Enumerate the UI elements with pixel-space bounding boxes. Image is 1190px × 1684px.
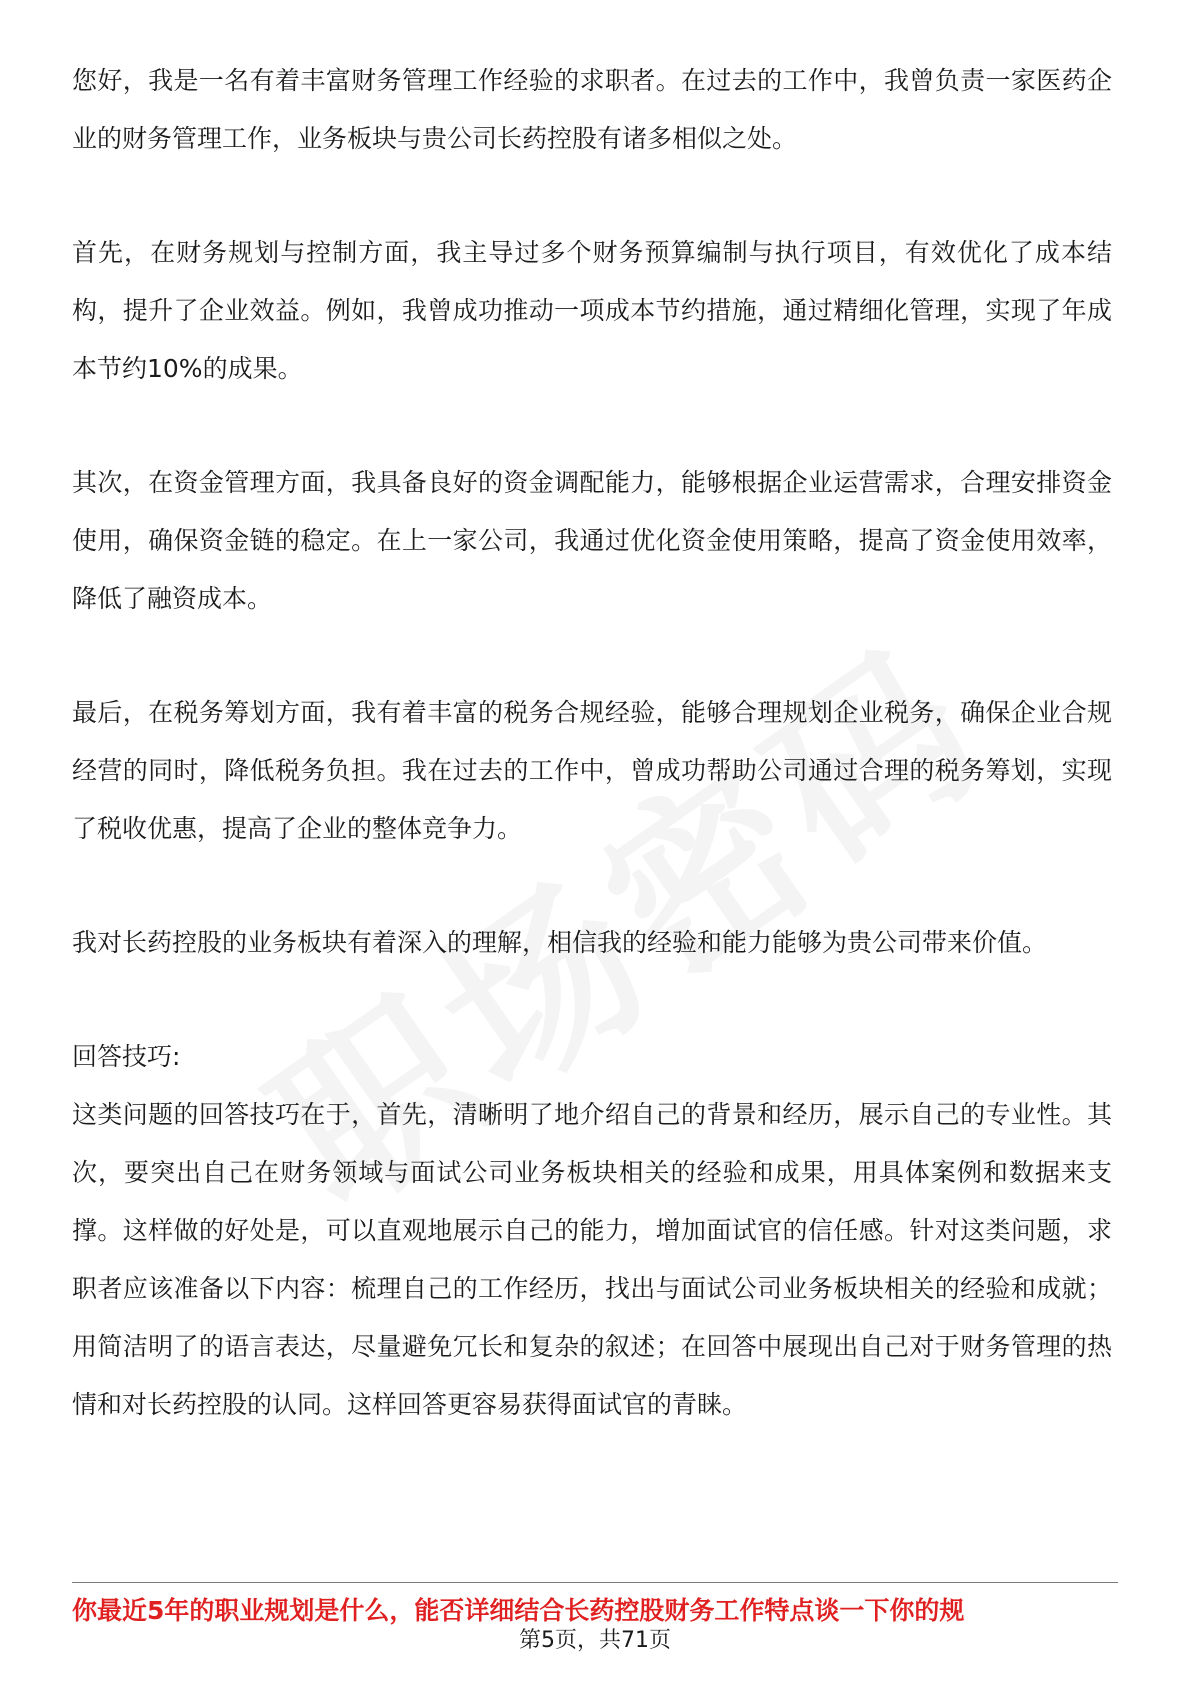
answer-tips [72,1028,1112,1434]
next-question-heading: 你最近5年的职业规划是什么，能否详细结合长药控股财务工作特点谈一下你的规 [72,1596,965,1625]
answer-paragraph-intro: 您好，我是一名有着丰富财务管理工作经验的求职者。在过去的工作中，我曾负责一家医药企业的财务管理工作，业务板块与贵公司长药控股有诸多相似之处。 [72,66,1112,153]
answer-content [72,52,1112,1434]
tips-body: 这类问题的回答技巧在于，首先，清晰明了地介绍自己的背景和经历，展示自己的专业性。其次，要突出自己在财务领域与面试公司业务板块相关的经验和成果，用具体案例和数据来支撑。这样做的好处是，可以直观地展示自己的能力，增加面试官的信任感。针对这类问题，求职者应该准备以下内容：梳理自己的工作经历，找出与面试公司业务板块相关的经验和成就；用简洁明了的语言表达，尽量避免冗长和复杂的叙述；在回答中展现出自己对于财务管理的热情和对长药控股的认同。这样回答更容易获得面试官的青睐。 [72,1100,1112,1419]
answer-paragraph-funds: 其次，在资金管理方面，我具备良好的资金调配能力，能够根据企业运营需求，合理安排资金使用，确保资金链的稳定。在上一家公司，我通过优化资金使用策略，提高了资金使用效率，降低了融资成本。 [72,468,1112,613]
answer-paragraph-planning: 首先，在财务规划与控制方面，我主导过多个财务预算编制与执行项目，有效优化了成本结构，提升了企业效益。例如，我曾成功推动一项成本节约措施，通过精细化管理，实现了年成本节约10%的成果。 [72,238,1112,383]
answer-paragraph-tax: 最后，在税务筹划方面，我有着丰富的税务合规经验，能够合理规划企业税务，确保企业合规经营的同时，降低税务负担。我在过去的工作中，曾成功帮助公司通过合理的税务筹划，实现了税收优惠，提高了企业的整体竞争力。 [72,698,1112,843]
section-divider [72,1582,1118,1583]
tips-title: 回答技巧: [72,1042,181,1071]
page-number: 第5页，共71页 [519,1628,671,1653]
answer-paragraph-closing: 我对长药控股的业务板块有着深入的理解，相信我的经验和能力能够为贵公司带来价值。 [72,928,1048,957]
